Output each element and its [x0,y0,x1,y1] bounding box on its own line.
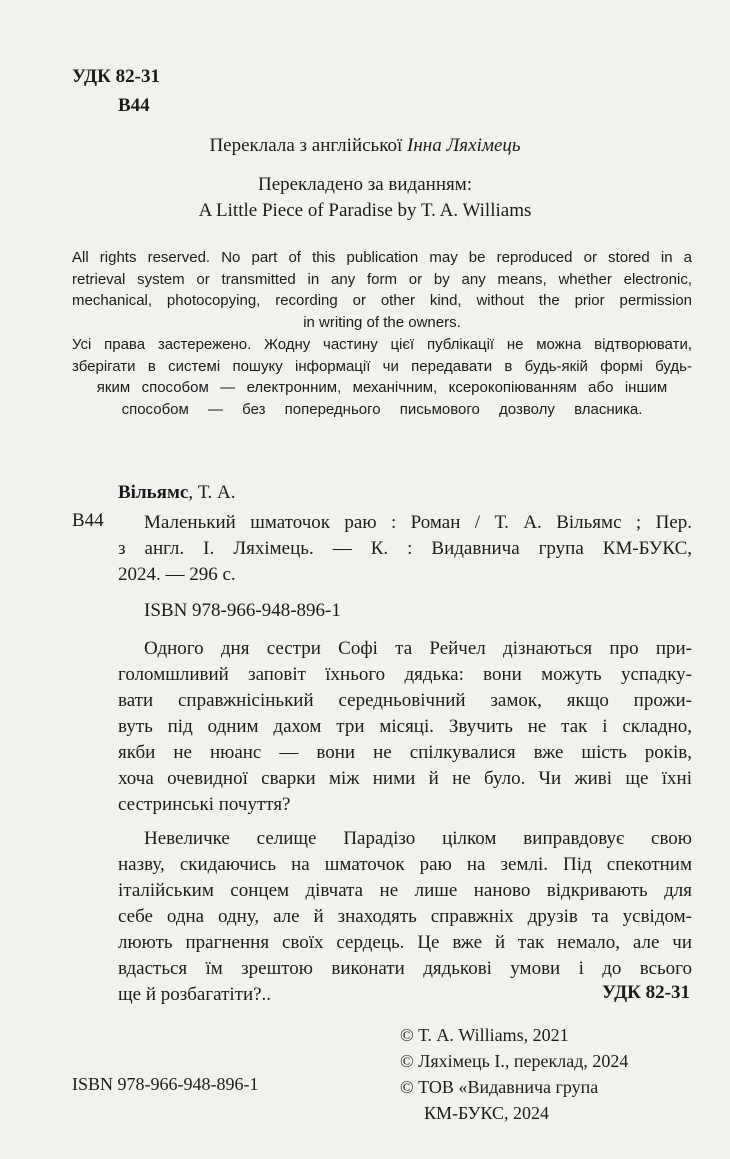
annotation-line: вуть під одним дахом три місяці. Звучить не так і складно, [118,716,692,737]
annotation-line: себе одна одну, але й знаходять справжніх друзів та усвідом- [118,906,692,927]
rights-en-line: retrieval system or transmitted in any form or by any means, whether electronic, [72,270,692,288]
translator-prefix: Переклала з англійської [209,135,403,156]
rights-ukrainian [72,334,692,420]
annotation-line: вдасться їм зрештою виконати дядькові умови і до всього [118,958,692,979]
annotation-paragraph-2 [118,826,692,1008]
annotation-line: сестринські почуття? [118,794,291,815]
annotation-line: хоча очевидної сварки між ними й не було. Чи живі ще їхні [118,768,692,789]
catalog-author-initials: , Т. А. [188,482,236,503]
annotation [118,636,692,1008]
copyright-line: © ТОВ «Видавнича група [400,1077,599,1097]
rights-en-line: in writing of the owners. [303,313,461,331]
udk-bottom: УДК 82-31 [602,982,690,1003]
bbk-top: В44 [118,95,150,116]
copyright-line: © Т. А. Williams, 2021 [400,1025,569,1045]
annotation-line: Невеличке селище Парадізо цілком виправдовує свою [144,828,692,849]
udk-top: УДК 82-31 [72,66,160,87]
annotation-line: італійським сонцем дівчата не лише наново відкривають для [118,880,692,901]
annotation-line: якби не нюанс — вони не спілкувалися вже шість років, [118,742,692,763]
rights-uk-line: способом — без попереднього письмового дозволу власника. [121,400,643,418]
annotation-line: люють прагнення своїх сердець. Це вже й так немало, але чи [118,932,692,953]
catalog-description [144,510,692,536]
translated-from-label: Перекладено за виданням: [257,174,473,195]
annotation-paragraph-1 [118,636,692,818]
translator-name: Інна Ляхімець [407,135,521,156]
rights-en-line: mechanical, photocopying, recording or other kind, without the prior permission [72,292,692,309]
rights-en-line: All rights reserved. No part of this publication may be reproduced or stored in a [72,249,692,266]
catalog-isbn: ISBN 978-966-948-896-1 [144,600,341,621]
rights-uk-line: зберігати в системі пошуку інформації чи передавати в будь-якій формі будь- [72,357,692,375]
rights-english [72,247,692,333]
catalog-author [118,482,236,504]
annotation-line: голомшливий заповіт їхнього дядька: вони можуть успадку- [118,664,692,685]
annotation-line: назву, скидаючись на шматочок раю на землі. Під спекотним [118,854,692,875]
annotation-line: Одного дня сестри Софі та Рейчел дізнаються про при- [144,638,692,659]
rights-uk-line: яким способом — електронним, механічним, ксерокопіюванням або іншим [96,379,668,396]
catalog-author-surname: Вільямс [118,482,189,503]
catalog-desc-line: Маленький шматочок раю : Роман / Т. А. Вільямс ; Пер. [144,512,692,533]
annotation-line: ще й розбагатіти?.. [118,984,272,1005]
copyright-block [400,1022,628,1126]
original-title: A Little Piece of Paradise by T. A. Williams [198,200,532,221]
isbn-bottom: ISBN 978-966-948-896-1 [72,1074,259,1094]
catalog-desc-line: з англ. І. Ляхімець. — К. : Видавнича група КМ-БУКС, [118,538,692,559]
catalog-desc-line: 2024. — 296 с. [118,564,236,585]
copyright-line: КМ-БУКС, 2024 [424,1103,550,1123]
catalog-code: В44 [72,510,104,531]
translator-line [0,135,730,157]
rights-uk-line: Усі права застережено. Жодну частину цієї публікації не можна відтворювати, [72,336,692,353]
copyright-line: © Ляхімець І., переклад, 2024 [400,1051,629,1071]
annotation-line: вати справжнісінький середньовічний замок, якщо прожи- [118,690,692,711]
catalog-description-cont [118,536,692,588]
